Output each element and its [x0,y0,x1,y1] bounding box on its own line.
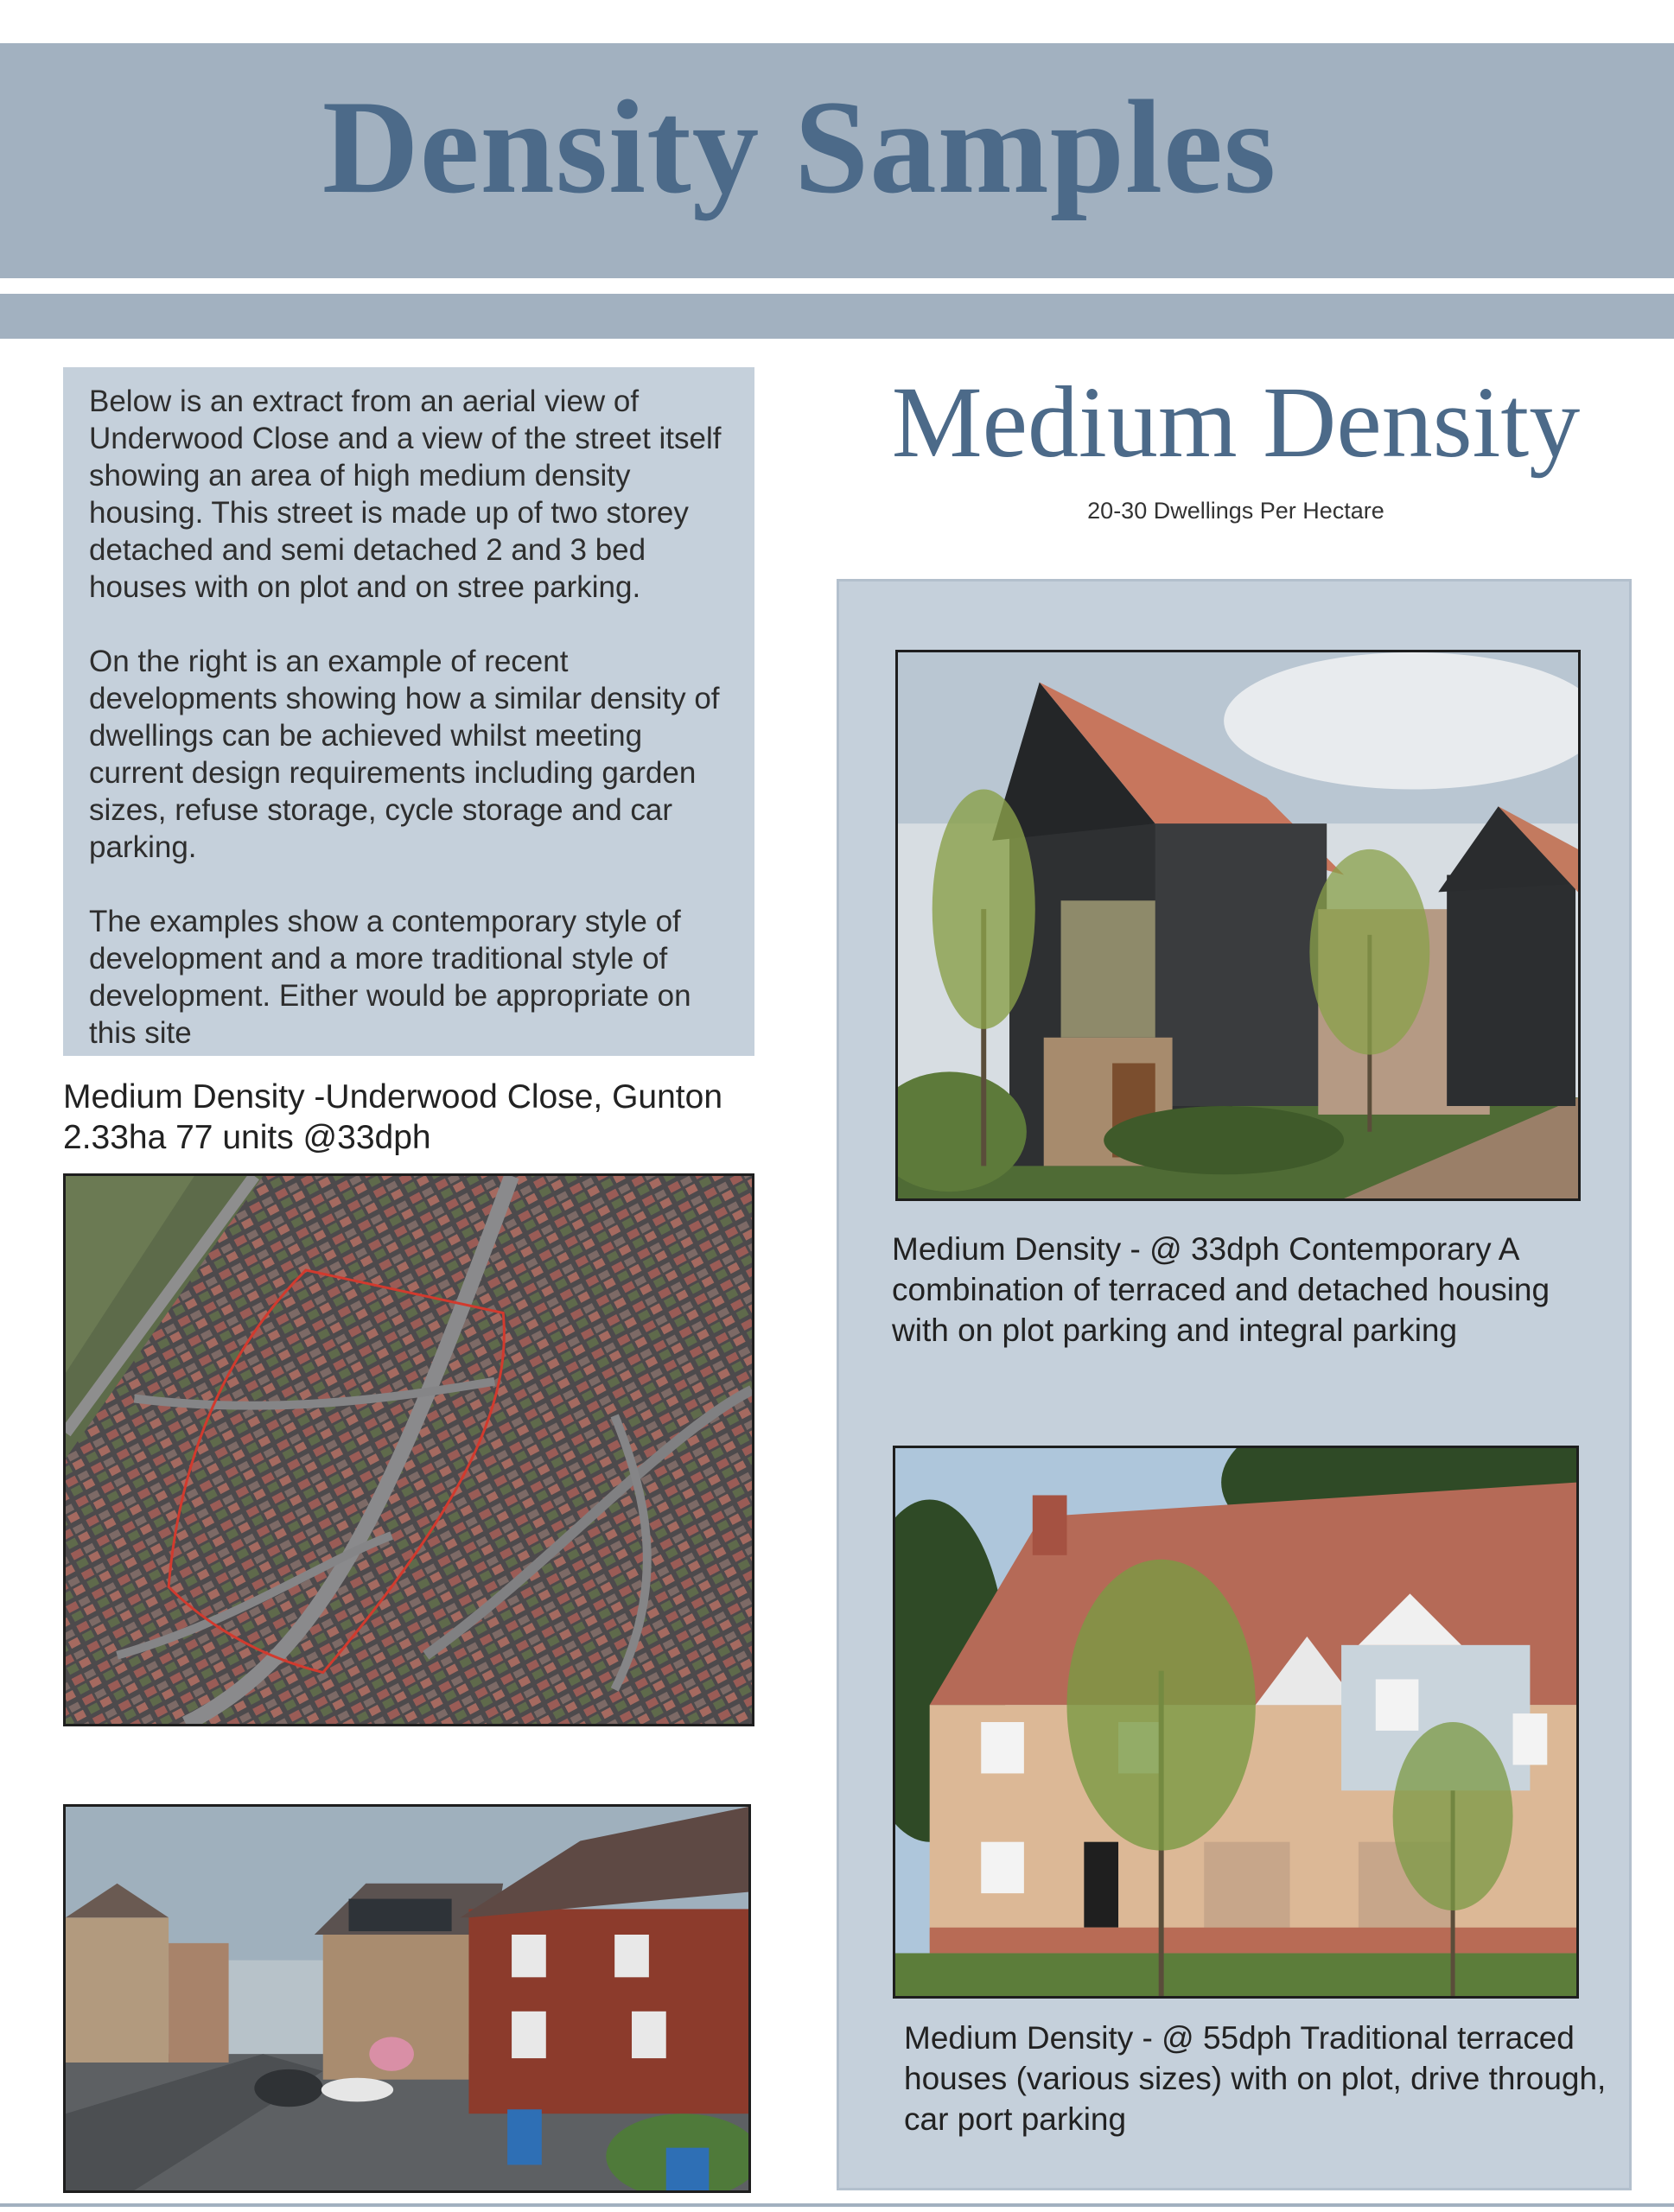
page-title: Density Samples [321,73,1277,221]
aerial-caption-title: Medium Density -Underwood Close, Gunton [63,1078,723,1116]
street-view-photo [63,1804,751,2193]
traditional-caption: Medium Density - @ 55dph Traditional terraced houses (various sizes) with on plot, drive through, car port parking [904,2020,1607,2137]
intro-paragraph-2: On the right is an example of recent developments showing how a similar density of dwellings can be achieved whilst meeting current design requirements including garden sizes, refuse storage, cycle storage and car parking. [89,645,720,864]
contemporary-house-photo [895,650,1581,1201]
medium-density-title: Medium Density [891,365,1581,479]
aerial-caption-stats: 2.33ha 77 units @33dph [63,1119,431,1156]
header-stripe [0,294,1674,339]
intro-box [63,367,754,1056]
traditional-house-photo [893,1446,1579,1999]
bottom-rule [0,2203,1674,2207]
contemporary-caption: Medium Density - @ 33dph Contemporary A combination of terraced and detached housing with on plot parking and integral parking [892,1231,1550,1348]
intro-paragraph-3: The examples show a contemporary style of development and a more traditional style of development. Either would be appropriate on this site [89,905,691,1050]
aerial-photo [63,1173,754,1726]
medium-density-subtitle: 20-30 Dwellings Per Hectare [1087,498,1384,524]
intro-paragraph-1: Below is an extract from an aerial view of Underwood Close and a view of the street itself showing an area of high medium density housing. This street is made up of two storey detached and semi detached 2 and 3 bed houses with on plot and on stree parking. [89,385,722,604]
aerial-caption [63,1077,772,1158]
